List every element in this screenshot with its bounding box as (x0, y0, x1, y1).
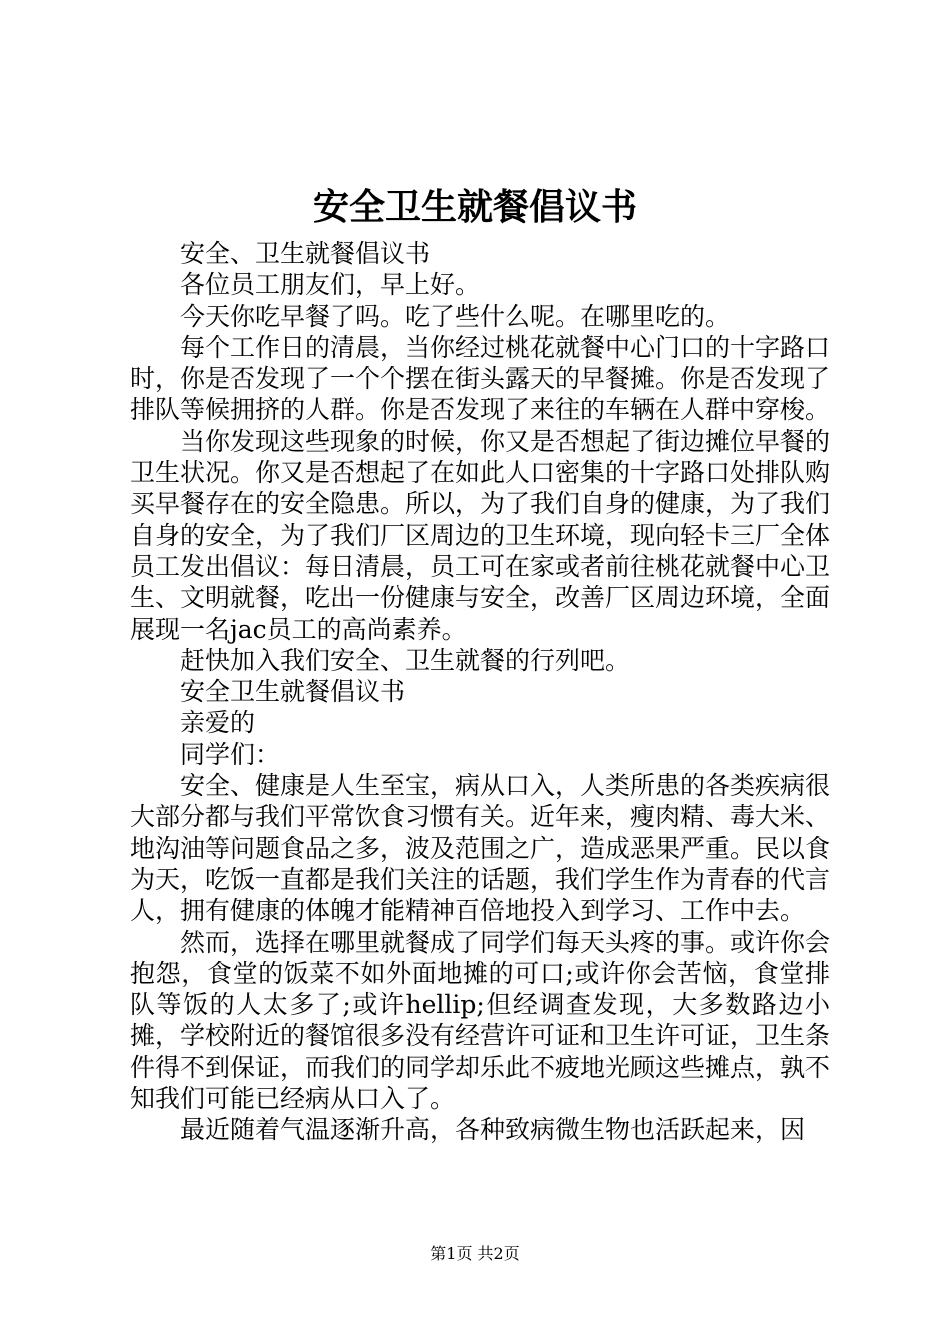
paragraph: 今天你吃早餐了吗。吃了些什么呢。在哪里吃的。 (180, 301, 731, 331)
document-title: 安全卫生就餐倡议书 (312, 187, 637, 228)
paragraph: 各位员工朋友们，早上好。 (180, 270, 481, 300)
page-indicator: 第1页 共2页 (430, 1244, 520, 1263)
paragraph: 最近随着气温逐渐升高，各种致病微生物也活跃起来，因 (180, 1115, 806, 1145)
paragraph: 安全、健康是人生至宝，病从口入，人类所患的各类疾病很大部分都与我们平常饮食习惯有关。近年来，瘦肉精、毒大米、地沟油等问题食品之多，波及范围之广，造成恶果严重。民以食为天，吃饭一直都是我们关注的话题，我们学生作为青春的代言人，拥有健康的体魄才能精神百倍地投入到学习、工作中去。 (130, 771, 831, 926)
document-body (130, 238, 830, 1146)
paragraph: 同学们： (180, 739, 281, 769)
paragraph: 亲爱的 (180, 708, 256, 738)
paragraph: 每个工作日的清晨，当你经过桃花就餐中心门口的十字路口时，你是否发现了一个个摆在街头露天的早餐摊。你是否发现了排队等候拥挤的人群。你是否发现了来往的车辆在人群中穿梭。 (130, 332, 831, 425)
paragraph: 然而，选择在哪里就餐成了同学们每天头疼的事。或许你会抱怨，食堂的饭菜不如外面地摊的可口;或许你会苦恼，食堂排队等饭的人太多了;或许hellip;但经调查发现，大多数路边小摊，学校附近的餐馆很多没有经营许可证和卫生许可证，卫生条件得不到保证，而我们的同学却乐此不疲地光顾这些摊点，孰不知我们可能已经病从口入了。 (130, 927, 831, 1114)
paragraph: 赶快加入我们安全、卫生就餐的行列吧。 (180, 645, 631, 675)
paragraph: 安全卫生就餐倡议书 (180, 677, 406, 707)
paragraph: 当你发现这些现象的时候，你又是否想起了街边摊位早餐的卫生状况。你又是否想起了在如此人口密集的十字路口处排队购买早餐存在的安全隐患。所以，为了我们自身的健康，为了我们自身的安全，为了我们厂区周边的卫生环境，现向轻卡三厂全体员工发出倡议：每日清晨，员工可在家或者前往桃花就餐中心卫生、文明就餐，吃出一份健康与安全，改善厂区周边环境，全面展现一名jac员工的高尚素养。 (130, 426, 831, 644)
paragraph: 安全、卫生就餐倡议书 (180, 239, 431, 268)
